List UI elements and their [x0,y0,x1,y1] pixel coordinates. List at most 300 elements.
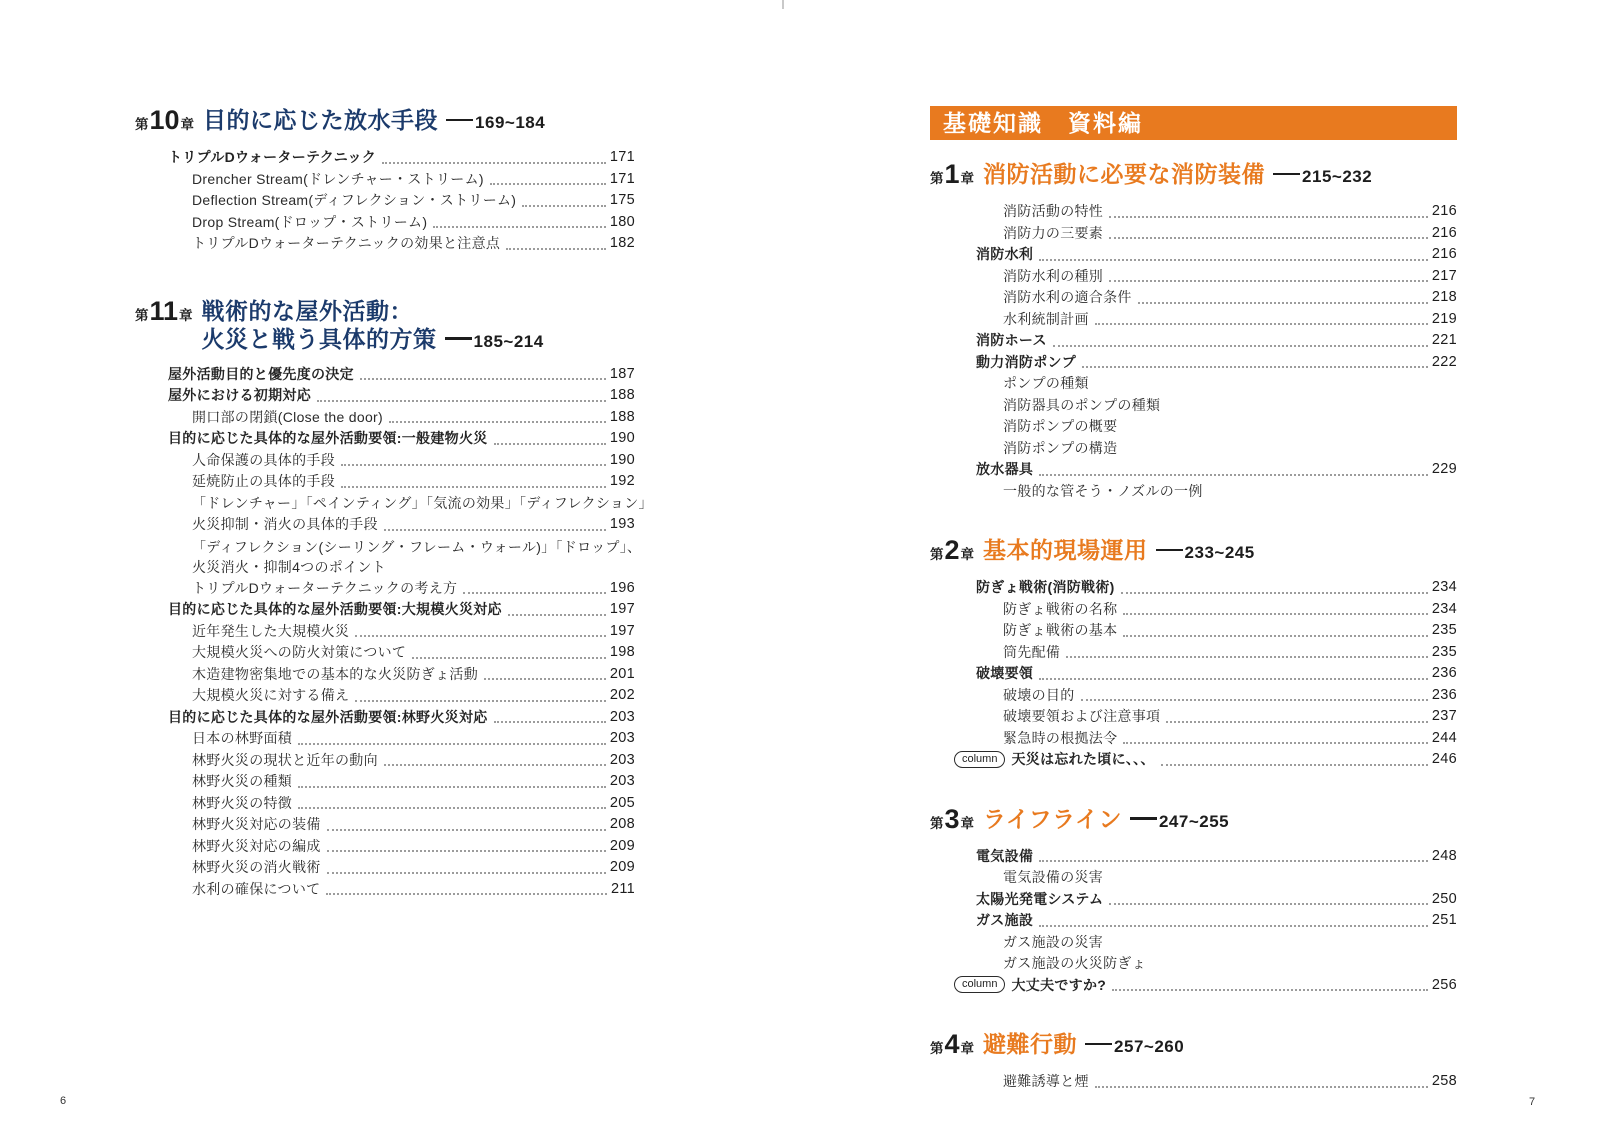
toc-entry-page: 236 [1431,665,1457,681]
toc-entry [168,385,635,407]
toc-entry-label: 消防水利の適合条件 [1003,289,1132,305]
chapter-title-text: 目的に応じた放水手段 [203,107,439,133]
toc-entry-label: 防ぎょ戦術の名称 [1003,600,1118,617]
toc-entry-label: 放水器具 [976,461,1034,477]
chapter-title-text: 火災と戦う具体的方策 [201,325,437,352]
left-page [135,105,653,900]
toc-entry-label: 消防活動の特性 [1003,203,1104,219]
chapter-page-range: 257~260 [1114,1037,1185,1056]
toc-list [135,147,635,255]
chapter-block [135,106,635,255]
toc-entry-label: 開口部の閉鎖(Close the door) [192,408,383,425]
toc-entry [1003,932,1457,954]
dot-leader [298,807,606,809]
toc-entry-label: 目的に応じた具体的な屋外活動要領:林野火災対応 [168,708,488,725]
toc-entry-label: 電気設備の災害 [1003,869,1104,885]
toc-entry-page: 216 [1431,246,1457,262]
toc-entry [192,771,635,793]
toc-entry [192,578,635,600]
chapter-page-range: 247~255 [1158,811,1230,831]
toc-entry-label: 屋外活動目的と優先度の決定 [168,365,354,382]
chapter-number-suffix: 章 [180,117,195,132]
toc-entry-label: トリプルDウォーターテクニックの効果と注意点 [192,235,501,251]
dot-leader [389,421,606,423]
toc-entry-page: 180 [609,213,635,230]
toc-entry-page: 234 [1431,579,1457,595]
toc-entry-page: 203 [609,708,635,725]
toc-entry-label: ガス施設の災害 [1003,933,1104,950]
dot-leader [1161,764,1428,766]
toc-entry-page: 217 [1431,267,1457,284]
toc-entry [976,663,1457,685]
heading-dash [1273,173,1300,176]
chapter-heading [930,536,1457,569]
toc-entry [976,352,1457,374]
toc-entry [1003,223,1457,245]
chapter-number [930,1030,974,1063]
toc-entry-page: 234 [1431,600,1457,617]
dot-leader [384,764,606,766]
toc-entry-page: 216 [1431,203,1457,219]
chapter-block [135,295,653,901]
toc-entry [976,577,1457,599]
toc-entry-label: 一般的な管そう・ノズルの一例 [1003,482,1203,499]
toc-entry [192,621,635,643]
dot-leader [490,183,606,185]
chapter-title-text: 基本的現場運用 [983,537,1148,563]
toc-entry-page: 251 [1431,912,1457,928]
toc-entry-page: 246 [1431,751,1457,767]
toc-entry-page: 203 [609,773,635,789]
toc-entry-page: 222 [1431,353,1457,370]
chapter-number [930,805,974,838]
chapter-title [202,297,544,356]
toc-entry [192,664,635,686]
chapter-number-suffix: 章 [960,1041,975,1056]
toc-entry-page: 175 [609,192,635,208]
chapter-page-range: 169~184 [475,113,546,132]
toc-entry-page: 188 [609,387,635,403]
toc-entry-label: 林野火災の消火戦術 [192,859,321,875]
dot-leader [327,850,606,852]
toc-entry [192,857,635,879]
toc-entry-label: 日本の林野面積 [192,730,293,746]
toc-entry-label: 防ぎょ戦術(消防戦術) [976,579,1115,595]
toc-entry-page: 209 [609,837,635,854]
toc-entry [1003,728,1457,750]
left-page-chapters [135,105,653,900]
dot-leader [326,893,607,895]
chapter-number-value: 1 [944,159,960,189]
toc-entry [192,471,635,493]
toc-entry-page: 203 [609,730,635,746]
toc-entry-page: 236 [1431,686,1457,703]
toc-entry-page: 193 [609,516,635,532]
dot-leader [463,592,606,594]
toc-entry-label: 緊急時の根拠法令 [1003,729,1118,746]
chapter-title-text: 避難行動 [983,1031,1078,1057]
dot-leader [1109,237,1428,239]
dot-leader [355,635,606,637]
chapter-number-prefix: 第 [930,1041,944,1056]
toc-entry-label: 筒先配備 [1003,643,1061,660]
chapter-title-line [983,536,1255,567]
toc-entry-page: 192 [609,473,635,489]
chapter-number-suffix: 章 [179,307,193,323]
chapter-number [930,536,974,569]
toc-entry [192,536,642,578]
toc-entry-label: 林野火災の現状と近年の動向 [192,751,378,768]
chapter-number-value: 2 [944,535,960,565]
toc-entry-page: 205 [609,794,635,811]
toc-entry-label: 林野火災対応の装備 [192,816,321,832]
toc-entry-label: トリプルDウォーターテクニックの考え方 [192,579,458,596]
toc-entry-page: 182 [609,235,635,251]
toc-entry [976,846,1457,868]
toc-entry [192,514,635,536]
toc-entry-page: 219 [1431,310,1457,327]
registration-mark [782,0,784,9]
toc-entry-label: 「ドレンチャー」「ペインティング」「気流の効果」「ディフレクション」 [192,494,653,511]
toc-entry-page: 190 [609,451,635,468]
toc-entry [192,212,635,234]
toc-entry-label: 避難誘導と煙 [1003,1073,1089,1089]
toc-entry [192,450,635,472]
toc-entry-label: 「ディフレクション(シーリング・フレーム・ウォール)」「ドロップ」、 [192,538,642,555]
dot-leader [1109,216,1428,218]
toc-entry-label: ガス施設の火災防ぎょ [1003,955,1146,971]
toc-entry [976,459,1457,481]
dot-leader [494,443,606,445]
dot-leader [1123,635,1428,637]
toc-entry-page: 171 [609,170,635,187]
section-banner [930,106,1457,140]
chapter-title-line [983,805,1229,836]
chapter-number [135,297,193,330]
toc-entry-label: 人命保護の具体的手段 [192,451,335,468]
right-page [930,106,1457,1093]
chapter-title-text: 消防活動に必要な消防装備 [983,161,1266,187]
toc-list [930,201,1457,502]
toc-entry-label: 消防器具のポンプの種類 [1003,396,1161,413]
dot-leader [1109,903,1428,905]
dot-leader [1039,259,1428,261]
toc-entry [1003,395,1457,417]
toc-entry [1003,266,1457,288]
toc-entry-label: 近年発生した大規模火災 [192,622,350,639]
toc-entry [192,750,635,772]
toc-entry-page: 218 [1431,289,1457,305]
toc-entry-page: 221 [1431,332,1457,348]
chapter-number-prefix: 第 [930,815,944,831]
toc-entry [954,749,1457,771]
chapter-number-value: 11 [149,295,179,326]
toc-entry [1003,201,1457,223]
toc-entry-page: 229 [1431,461,1457,477]
toc-entry [192,685,635,707]
dot-leader [327,829,606,831]
chapter-number [930,160,974,193]
dot-leader [506,248,606,250]
chapter-page-range: 233~245 [1184,543,1255,562]
dot-leader [412,657,606,659]
toc-entry-page: 201 [609,665,635,682]
toc-list [930,1071,1457,1093]
toc-entry-page: 250 [1431,890,1457,907]
toc-list [135,364,653,901]
chapter-title-text: ライフライン [983,805,1122,832]
chapter-number-value: 10 [149,105,180,135]
toc-entry [1003,373,1457,395]
toc-entry-label: 屋外における初期対応 [168,387,311,403]
chapter-title [983,536,1255,567]
dot-leader [433,226,606,228]
dot-leader [1095,1086,1428,1088]
dot-leader [1138,302,1428,304]
chapter-heading [930,805,1457,838]
dot-leader [1039,860,1428,862]
chapter-number-suffix: 章 [960,171,975,186]
dot-leader [1039,925,1428,927]
chapter-number-value: 4 [944,1029,960,1059]
toc-entry-page: 188 [609,408,635,425]
toc-entry [1003,599,1457,621]
toc-entry-label: 大丈夫ですか? [1011,976,1107,993]
dot-leader [494,721,606,723]
dot-leader [1095,323,1428,325]
toc-entry-label: 火災抑制・消火の具体的手段 [192,516,378,532]
chapter-heading [930,160,1457,193]
column-badge: column [954,751,1005,768]
toc-entry-label: 延焼防止の具体的手段 [192,473,335,489]
dot-leader [382,162,606,164]
toc-list [930,846,1457,997]
chapter-heading [930,1030,1457,1063]
dot-leader [1081,699,1428,701]
toc-entry-label: 木造建物密集地での基本的な火災防ぎょ活動 [192,665,478,682]
toc-entry-label: 消防力の三要素 [1003,224,1104,241]
toc-entry-page: 196 [609,579,635,596]
chapter-page-range: 185~214 [473,331,544,351]
chapter-number-suffix: 章 [960,815,975,831]
chapter-page-range: 215~232 [1302,167,1373,186]
chapter-block [930,1030,1457,1093]
toc-entry [1003,287,1457,309]
toc-list [930,577,1457,771]
toc-entry-page: 248 [1431,847,1457,864]
toc-entry [976,889,1457,911]
chapter-title-line [202,297,544,325]
toc-entry-page: 211 [610,880,635,897]
toc-entry-label: 防ぎょ戦術の基本 [1003,622,1118,638]
toc-entry-label: 消防ホース [976,332,1047,348]
dot-leader [384,529,606,531]
toc-entry-label: 破壊の目的 [1003,686,1075,703]
dot-leader [341,464,606,466]
chapter-number-prefix: 第 [930,547,944,562]
toc-entry-label: 消防水利 [976,246,1034,262]
dot-leader [508,614,606,616]
toc-entry-label: 目的に応じた具体的な屋外活動要領:一般建物火災 [168,430,488,446]
dot-leader [327,872,606,874]
toc-entry-label: 消防ポンプの概要 [1003,418,1118,434]
dot-leader [360,378,606,380]
chapter-block [930,160,1457,502]
chapter-number-prefix: 第 [930,171,944,186]
toc-entry-page: 209 [609,859,635,875]
toc-entry-label: 破壊要領 [976,665,1034,681]
dot-leader [1109,280,1428,282]
toc-entry [192,407,635,429]
toc-entry-label: Deflection Stream(ディフレクション・ストリーム) [192,192,517,208]
chapter-heading [135,106,635,139]
chapter-title [983,805,1229,836]
toc-entry-label: 破壊要領および注意事項 [1003,708,1161,724]
dot-leader [1166,721,1428,723]
toc-entry-label: 林野火災の特徴 [192,794,293,811]
dot-leader [1123,742,1428,744]
toc-entry-page: 190 [609,430,635,446]
chapter-heading [135,297,635,356]
dot-leader [1053,345,1428,347]
chapter-number-prefix: 第 [135,307,149,323]
toc-entry [1003,953,1457,975]
toc-entry-label: 水利の確保について [192,880,321,897]
toc-entry [1003,438,1457,460]
chapter-number-value: 3 [944,803,960,834]
toc-entry-label: 大規模火災に対する備え [192,687,350,703]
toc-entry-page: 208 [609,816,635,832]
toc-entry [192,728,635,750]
chapter-title [983,1030,1184,1061]
toc-entry-label: ポンプの種類 [1003,375,1089,391]
chapter-title [983,160,1372,191]
toc-entry [192,879,635,901]
chapter-title-text: 戦術的な屋外活動： [201,297,414,324]
toc-entry [1003,481,1457,503]
chapter-number-suffix: 章 [960,547,975,562]
toc-entry [976,330,1457,352]
toc-entry [1003,620,1457,642]
toc-entry [168,428,635,450]
toc-entry-label: Drencher Stream(ドレンチャー・ストリーム) [192,170,484,187]
chapter-number [135,106,194,139]
toc-entry [1003,685,1457,707]
dot-leader [1066,656,1428,658]
toc-entry-page: 256 [1431,976,1457,993]
dot-leader [522,205,606,207]
toc-entry [168,707,635,729]
toc-entry-label: 大規模火災への防火対策について [192,644,407,660]
toc-entry-label: 目的に応じた具体的な屋外活動要領:大規模火災対応 [168,601,502,617]
dot-leader [298,743,606,745]
toc-entry [168,599,635,621]
toc-entry [192,642,635,664]
heading-dash [1130,817,1157,820]
chapter-block [930,536,1457,771]
chapter-title-line [983,160,1372,191]
dot-leader [1039,678,1428,680]
toc-entry [1003,867,1457,889]
toc-entry-label: 林野火災の種類 [192,773,293,789]
toc-entry [192,190,635,212]
toc-entry-page: 197 [609,601,635,617]
toc-entry [192,793,635,815]
toc-entry [1003,309,1457,331]
right-page-chapters [930,160,1457,1093]
toc-entry [168,147,635,169]
chapter-number-prefix: 第 [135,117,149,132]
toc-entry-label: Drop Stream(ドロップ・ストリーム) [192,213,428,230]
toc-entry-label: 太陽光発電システム [976,890,1104,907]
toc-entry-page: 203 [609,751,635,768]
dot-leader [355,700,606,702]
toc-entry-page: 171 [609,149,635,165]
dot-leader [1123,613,1428,615]
toc-entry-page: 235 [1431,622,1457,638]
dot-leader [1039,474,1428,476]
toc-entry-page: 235 [1431,643,1457,660]
toc-entry-label: 林野火災対応の編成 [192,837,321,854]
toc-entry [192,493,653,515]
chapter-title [203,106,545,137]
toc-entry [192,836,635,858]
dot-leader [317,400,606,402]
toc-entry-label: 電気設備 [976,847,1034,864]
toc-entry-page: 187 [609,365,635,382]
toc-entry-page: 216 [1431,224,1457,241]
toc-entry-label: 消防水利の種別 [1003,267,1104,284]
dot-leader [1082,366,1428,368]
toc-entry-label: 消防ポンプの構造 [1003,439,1118,456]
column-badge: column [954,976,1005,993]
toc-entry-label: 動力消防ポンプ [976,353,1077,370]
dot-leader [1112,989,1428,991]
toc-entry-label: トリプルDウォーターテクニック [168,149,377,165]
toc-entry [192,814,635,836]
page-number-right: 7 [1529,1096,1536,1108]
toc-entry-page: 244 [1431,729,1457,746]
dot-leader [1121,592,1428,594]
dot-leader [298,786,606,788]
chapter-title-line [203,106,545,137]
chapter-title-line [983,1030,1184,1061]
chapter-title-line [202,325,544,356]
toc-entry [1003,416,1457,438]
toc-entry-label: 天災は忘れた頃に、、、 [1011,751,1155,767]
toc-entry-page: 258 [1431,1073,1457,1089]
toc-entry [954,975,1457,997]
toc-entry-label: 水利統制計画 [1003,310,1089,327]
toc-entry [168,364,635,386]
chapter-block [930,805,1457,997]
dot-leader [341,486,606,488]
heading-dash [1085,1043,1112,1046]
toc-entry [976,910,1457,932]
toc-entry [976,244,1457,266]
toc-entry-label: ガス施設 [976,912,1034,928]
toc-entry [192,233,635,255]
toc-entry [192,169,635,191]
toc-entry-page: 197 [609,622,635,639]
toc-entry [1003,1071,1457,1093]
heading-dash [445,337,472,340]
dot-leader [484,678,606,680]
toc-entry-page: 198 [609,644,635,660]
toc-entry [1003,706,1457,728]
toc-entry-label: 火災消火・抑制4つのポイント [192,558,386,575]
heading-dash [446,119,473,122]
